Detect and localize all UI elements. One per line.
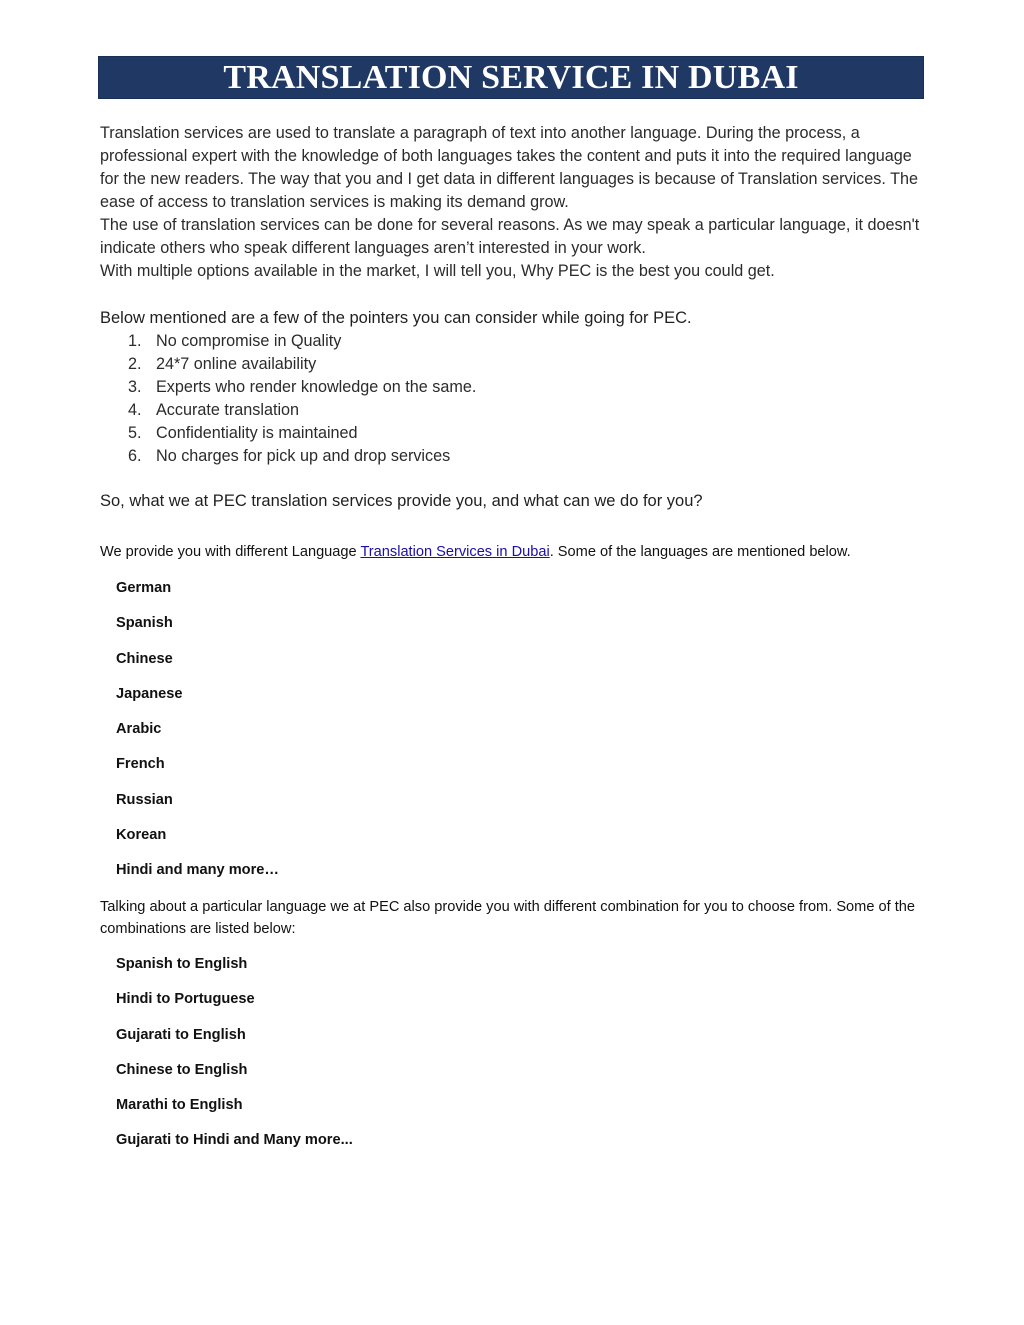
- pointer-number: 2.: [128, 355, 142, 373]
- pointer-text: No compromise in Quality: [156, 332, 342, 350]
- pointer-number: 6.: [128, 447, 142, 465]
- pointer-text: Experts who render knowledge on the same.: [156, 378, 477, 396]
- combination-item: Hindi to Portuguese: [116, 991, 255, 1008]
- languages-intro-suffix: . Some of the languages are mentioned below.: [549, 544, 851, 560]
- language-item: Arabic: [116, 721, 162, 738]
- pointer-text: Accurate translation: [156, 401, 300, 419]
- combination-item: Marathi to English: [116, 1097, 243, 1114]
- language-item: Spanish: [116, 615, 173, 632]
- intro-paragraph: Translation services are used to translate a paragraph of text into another language. During the process, a professional expert with the knowledge of both languages takes the content and puts it into the required language for the new readers. The way that you and I get data in different languages is because of Translation services. The ease of access to translation services is making its demand grow.: [100, 124, 918, 211]
- pointer-list: [100, 330, 930, 468]
- translation-services-link[interactable]: Translation Services in Dubai: [360, 544, 550, 560]
- language-item: German: [116, 580, 172, 596]
- combination-item: Gujarati to Hindi and Many more...: [116, 1132, 353, 1149]
- combination-item: Spanish to English: [116, 956, 248, 972]
- services-question: So, what we at PEC translation services provide you, and what can we do for you?: [100, 492, 703, 510]
- pointer-item: [100, 399, 930, 422]
- language-item: French: [116, 756, 165, 773]
- page-title: TRANSLATION SERVICE IN DUBAI: [223, 58, 799, 96]
- pointer-number: 5.: [128, 424, 142, 442]
- intro-section: [100, 122, 930, 283]
- pointer-text: 24*7 online availability: [156, 355, 317, 373]
- combination-item: Gujarati to English: [116, 1026, 246, 1043]
- language-item: Russian: [116, 791, 173, 808]
- language-item: Chinese: [116, 650, 173, 667]
- intro-paragraph: The use of translation services can be done for several reasons. As we may speak a particular language, it doesn't indicate others who speak different languages aren’t interested in your work.: [100, 216, 920, 257]
- language-item: Japanese: [116, 685, 183, 702]
- languages-intro-text: We provide you with different Language: [100, 544, 361, 560]
- languages-list: [116, 578, 279, 896]
- combinations-list: [116, 954, 353, 1166]
- pointer-text: No charges for pick up and drop services: [156, 447, 451, 465]
- languages-intro: [100, 542, 851, 562]
- pointer-number: 4.: [128, 401, 142, 419]
- pointer-text: Confidentiality is maintained: [156, 424, 358, 442]
- pointer-item: [100, 353, 930, 376]
- language-item: Korean: [116, 827, 167, 844]
- combination-item: Chinese to English: [116, 1061, 248, 1078]
- title-banner: [98, 56, 924, 99]
- pointer-number: 3.: [128, 378, 142, 396]
- pointer-number: 1.: [128, 332, 142, 350]
- pointer-item: [100, 422, 930, 445]
- pointer-item: [100, 445, 930, 468]
- intro-paragraph: With multiple options available in the market, I will tell you, Why PEC is the best you could get.: [100, 262, 775, 280]
- pointers-section: [100, 307, 930, 468]
- pointer-item: [100, 330, 930, 353]
- pointer-item: [100, 376, 930, 399]
- pointers-lead: Below mentioned are a few of the pointers you can consider while going for PEC.: [100, 309, 692, 327]
- combinations-intro: Talking about a particular language we at PEC also provide you with different combination for you to choose from. Some of the combinations are listed below:: [100, 899, 916, 937]
- language-item: Hindi and many more…: [116, 862, 279, 879]
